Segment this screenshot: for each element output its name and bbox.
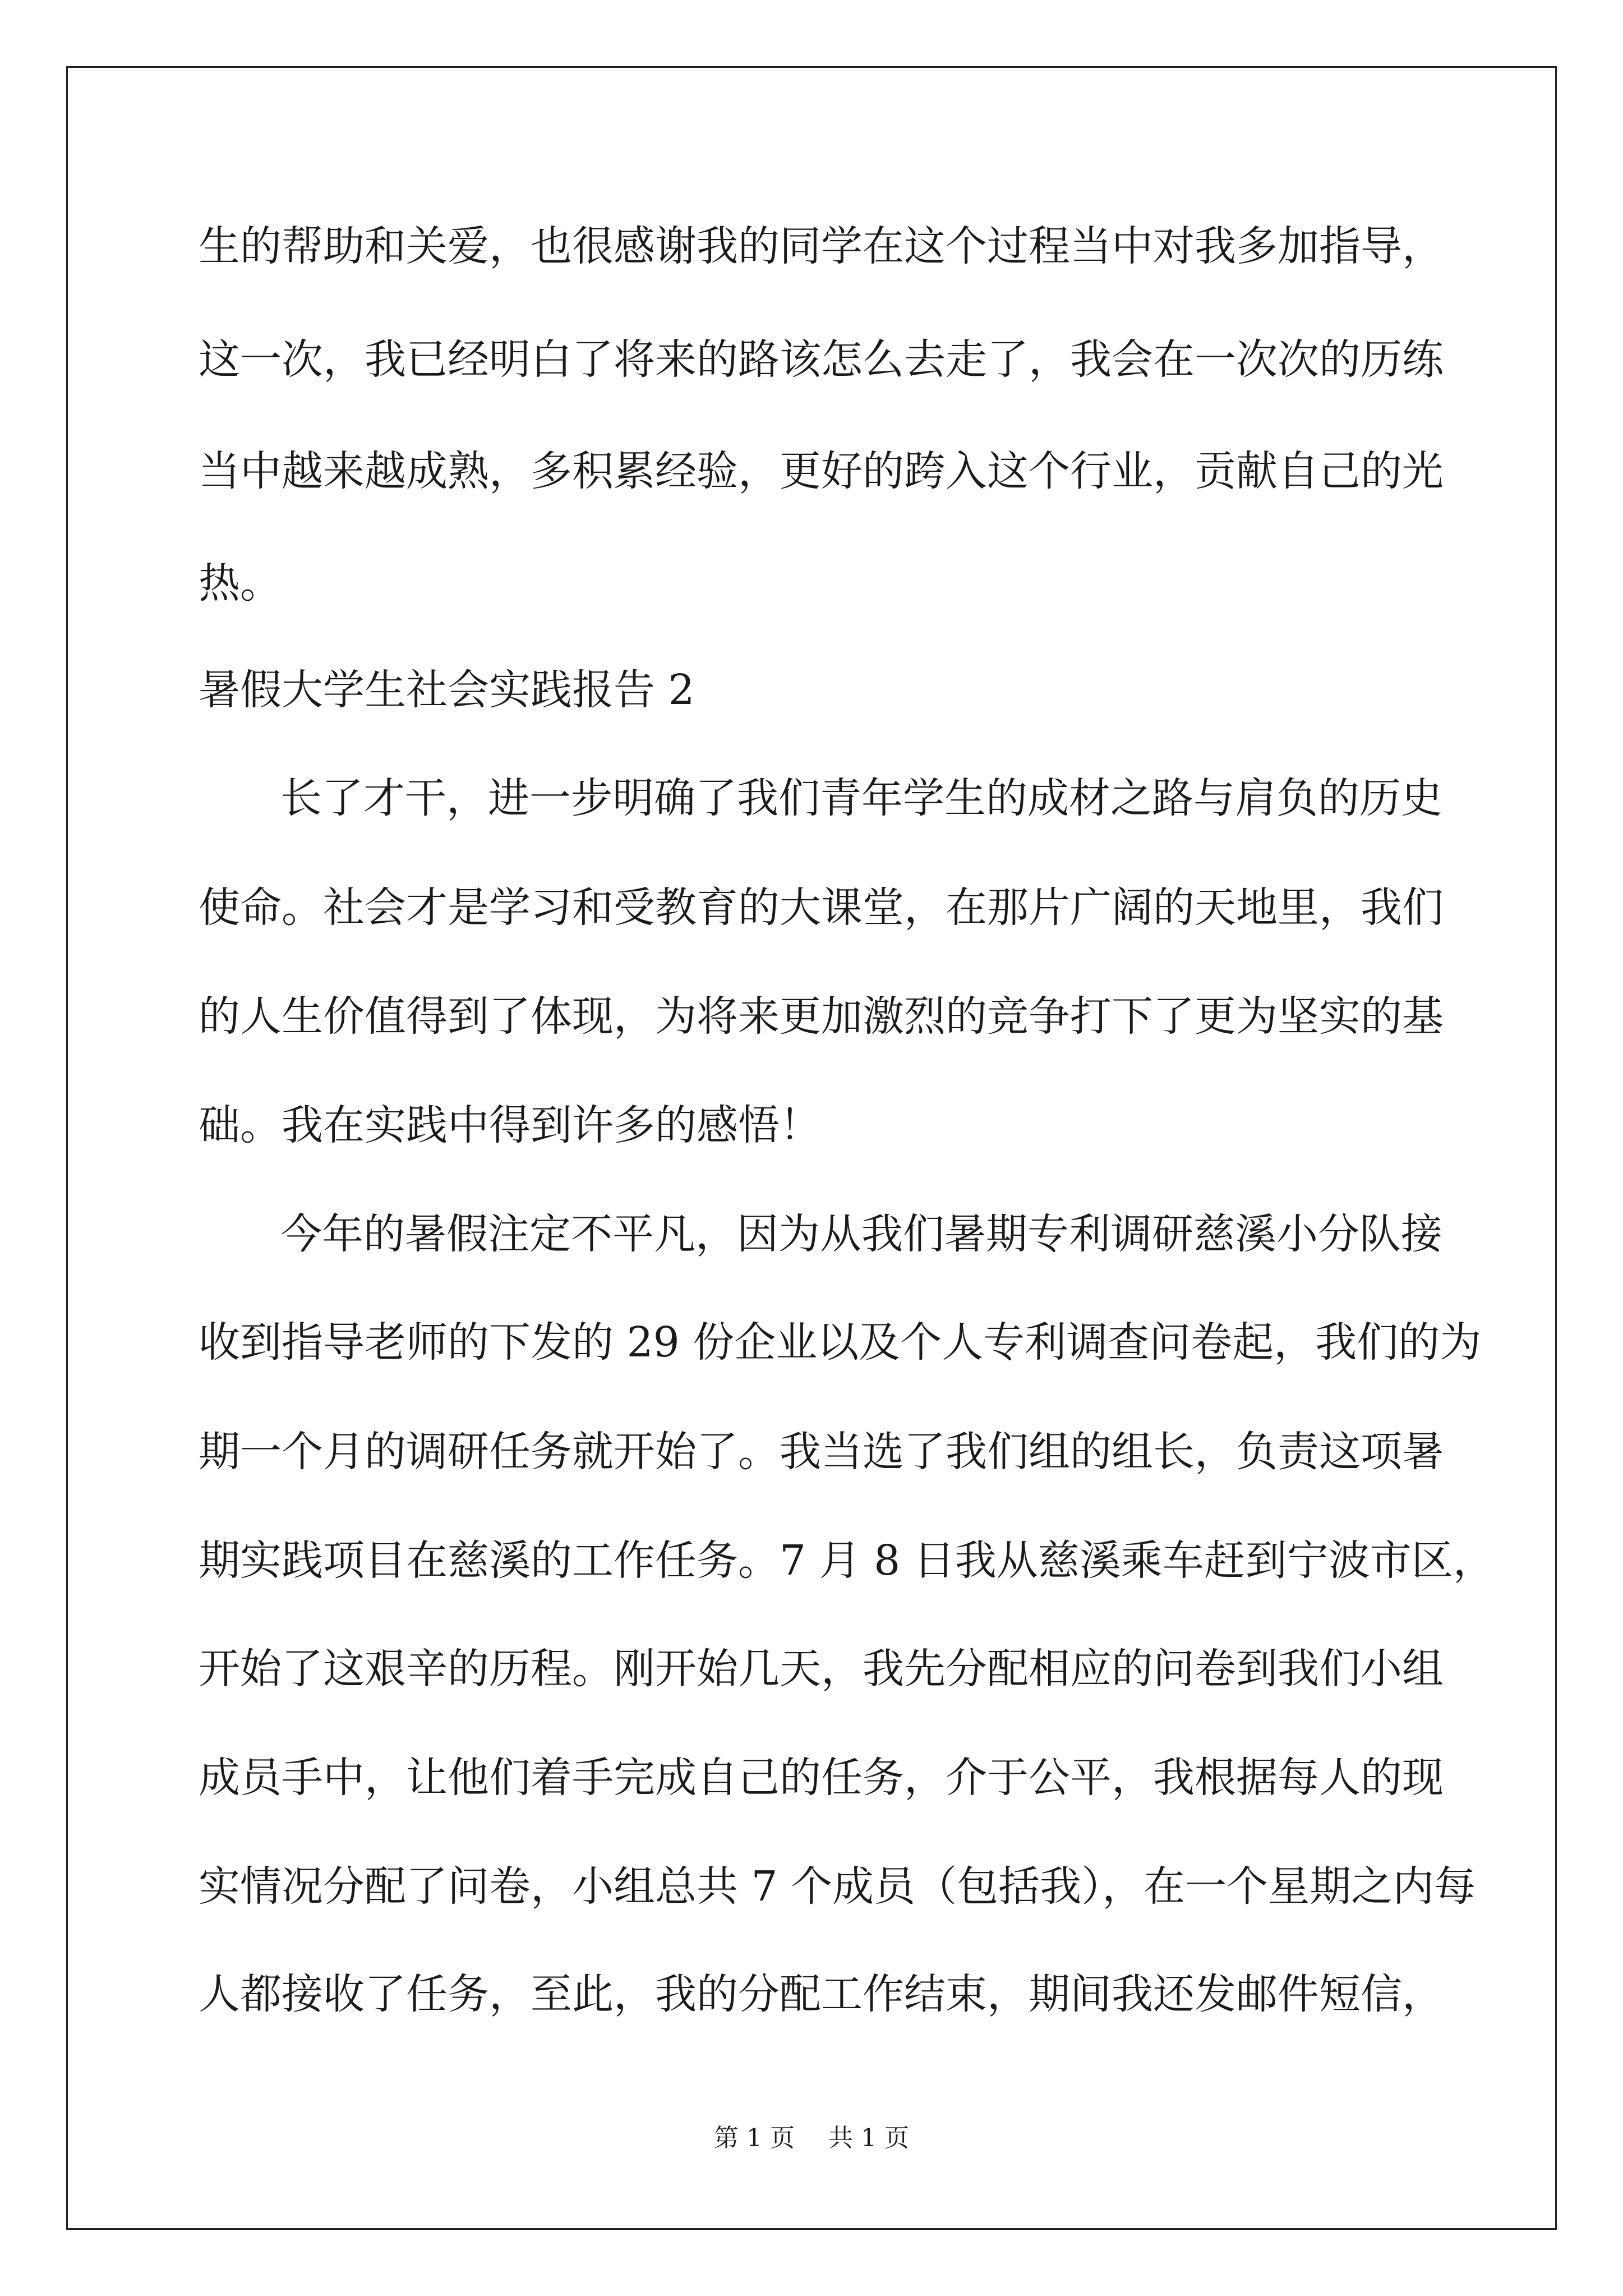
section-heading: 暑假大学生社会实践报告 2	[199, 666, 695, 714]
paragraph-first-line: 今年的暑假注定不平凡，因为从我们暑期专利调研慈溪小分队接	[280, 1210, 1442, 1258]
page-number: 第 1 页	[714, 2124, 795, 2152]
text-line: 实情况分配了问卷，小组总共 7 个成员（包括我），在一个星期之内每	[199, 1862, 1476, 1911]
text-line: 成员手中，让他们着手完成自己的任务，介于公平，我根据每人的现	[199, 1754, 1444, 1802]
text-line: 期一个月的调研任务就开始了。我当选了我们组的组长，负责这项暑	[199, 1428, 1444, 1476]
text-line: 开始了这艰辛的历程。刚开始几天，我先分配相应的问卷到我们小组	[199, 1645, 1444, 1693]
page-footer	[0, 2122, 1623, 2155]
text-line: 使命。社会才是学习和受教育的大课堂，在那片广阔的天地里，我们	[199, 884, 1444, 932]
text-line: 的人生价值得到了体现，为将来更加激烈的竞争打下了更为坚实的基	[199, 992, 1444, 1041]
text-line: 人都接收了任务，至此，我的分配工作结束，期间我还发邮件短信，	[199, 1970, 1444, 2018]
paragraph-first-line: 长了才干，进一步明确了我们青年学生的成材之路与肩负的历史	[280, 774, 1442, 822]
text-line: 础。我在实践中得到许多的感悟！	[199, 1101, 821, 1149]
text-line: 收到指导老师的下发的 29 份企业以及个人专利调查问卷起，我们的为	[199, 1318, 1482, 1366]
text-line: 热。	[199, 559, 282, 608]
text-line: 期实践项目在慈溪的工作任务。7 月 8 日我从慈溪乘车赶到宁波市区，	[199, 1536, 1495, 1585]
text-line: 这一次，我已经明白了将来的路该怎么去走了，我会在一次次的历练	[199, 335, 1444, 384]
text-line: 当中越来越成熟，多积累经验，更好的跨入这个行业，贡献自己的光	[199, 447, 1444, 495]
page-total: 共 1 页	[828, 2124, 909, 2152]
text-line: 生的帮助和关爱，也很感谢我的同学在这个过程当中对我多加指导，	[199, 222, 1444, 270]
